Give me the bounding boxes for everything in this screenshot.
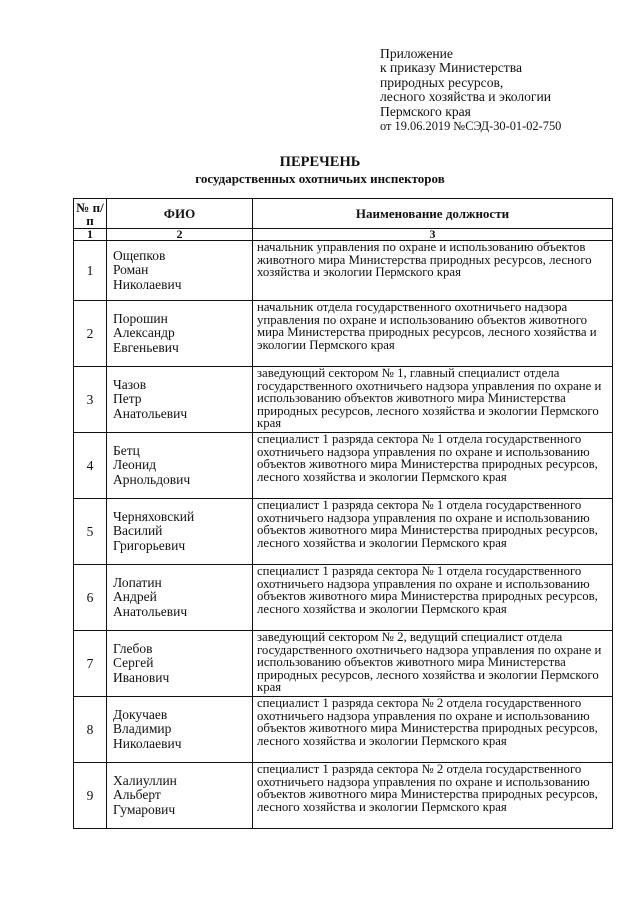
column-index-row [74,229,613,241]
appendix-header [380,47,630,133]
row-number: 1 [74,241,107,301]
last-name: Порошин [113,310,168,326]
inspector-name [107,565,253,631]
last-name: Бетц [113,442,140,458]
patronymic: Григорьевич [113,537,186,553]
row-number: 7 [74,631,107,697]
patronymic: Анатольевич [113,405,188,421]
last-name: Ощепков [113,247,166,263]
table-row [74,763,613,829]
position-title: начальник управления по охране и использованию объектов животного мира Министерства природных ресурсов, лесного хозяйства и экологии Пермского края [253,241,613,301]
header-position: Наименование должности [253,199,613,229]
inspectors-table [73,198,613,829]
patronymic: Николаевич [113,276,182,292]
last-name: Глебов [113,640,153,656]
row-number: 6 [74,565,107,631]
last-name: Халиуллин [113,772,177,788]
table-row [74,433,613,499]
table-row [74,697,613,763]
position-title: специалист 1 разряда сектора № 1 отдела государственного охотничьего надзора управления по охране и использованию объектов животного мира Министерства природных ресурсов, лесного хозяйства и экологии Пермского края [253,565,613,631]
table-body [74,241,613,829]
column-index: 1 [74,229,107,241]
patronymic: Иванович [113,669,170,685]
patronymic: Арнольдович [113,471,191,487]
first-name: Александр [113,325,175,341]
table-row [74,241,613,301]
table-row [74,301,613,367]
position-title: специалист 1 разряда сектора № 1 отдела государственного охотничьего надзора управления по охране и использованию объектов животного мира Министерства природных ресурсов, лесного хозяйства и экологии Пермского края [253,433,613,499]
appendix-line: природных ресурсов, [380,74,504,90]
table-header-row [74,199,613,229]
row-number: 2 [74,301,107,367]
first-name: Сергей [113,655,154,671]
inspector-name [107,367,253,433]
header-fio: ФИО [107,199,253,229]
column-index: 3 [253,229,613,241]
table-row [74,565,613,631]
row-number: 8 [74,697,107,763]
first-name: Петр [113,391,142,407]
position-title: начальник отдела государственного охотничьего надзора управления по охране и использованию объектов животного мира Министерства природных ресурсов, лесного хозяйства и экологии Пермского края [253,301,613,367]
position-title: специалист 1 разряда сектора № 2 отдела государственного охотничьего надзора управления по охране и использованию объектов животного мира Министерства природных ресурсов, лесного хозяйства и экологии Пермского края [253,697,613,763]
document-title: ПЕРЕЧЕНЬ [279,154,361,170]
row-number: 9 [74,763,107,829]
column-index: 2 [107,229,253,241]
inspector-name [107,241,253,301]
first-name: Владимир [113,721,172,737]
patronymic: Анатольевич [113,603,188,619]
appendix-line: Пермского края [380,103,471,119]
patronymic: Евгеньевич [113,339,179,355]
inspector-name [107,697,253,763]
first-name: Леонид [113,457,157,473]
patronymic: Гумарович [113,801,176,817]
inspector-name [107,301,253,367]
first-name: Василий [113,523,163,539]
first-name: Альберт [113,787,161,803]
last-name: Докучаев [113,706,168,722]
row-number: 3 [74,367,107,433]
last-name: Чазов [113,376,147,392]
appendix-line: к приказу Министерства [380,60,523,76]
row-number: 5 [74,499,107,565]
position-title: заведующий сектором № 2, ведущий специалист отдела государственного охотничьего надзора управления по охране и использованию объектов животного мира Министерства природных ресурсов, лесного хозяйства и экологии Пермского края [253,631,613,697]
document-subtitle: государственных охотничьих инспекторов [195,171,445,186]
first-name: Роман [113,262,149,278]
inspector-name [107,499,253,565]
position-title: специалист 1 разряда сектора № 1 отдела государственного охотничьего надзора управления по охране и использованию объектов животного мира Министерства природных ресурсов, лесного хозяйства и экологии Пермского края [253,499,613,565]
first-name: Андрей [113,589,157,605]
appendix-line: Приложение [380,46,453,61]
table-row [74,499,613,565]
position-title: специалист 1 разряда сектора № 2 отдела государственного охотничьего надзора управления по охране и использованию объектов животного мира Министерства природных ресурсов, лесного хозяйства и экологии Пермского края [253,763,613,829]
table-row [74,631,613,697]
appendix-line: лесного хозяйства и экологии [380,89,552,105]
last-name: Черняховский [113,508,195,524]
row-number: 4 [74,433,107,499]
appendix-order-number: от 19.06.2019 №СЭД-30-01-02-750 [380,119,562,134]
inspector-name [107,631,253,697]
header-num: № п/п [74,199,107,229]
inspector-name [107,763,253,829]
position-title: заведующий сектором № 1, главный специалист отдела государственного охотничьего надзора управления по охране и использованию объектов животного мира Министерства природных ресурсов, лесного хозяйства и экологии Пермского края [253,367,613,433]
inspector-name [107,433,253,499]
last-name: Лопатин [113,574,162,590]
patronymic: Николаевич [113,735,182,751]
table-row [74,367,613,433]
